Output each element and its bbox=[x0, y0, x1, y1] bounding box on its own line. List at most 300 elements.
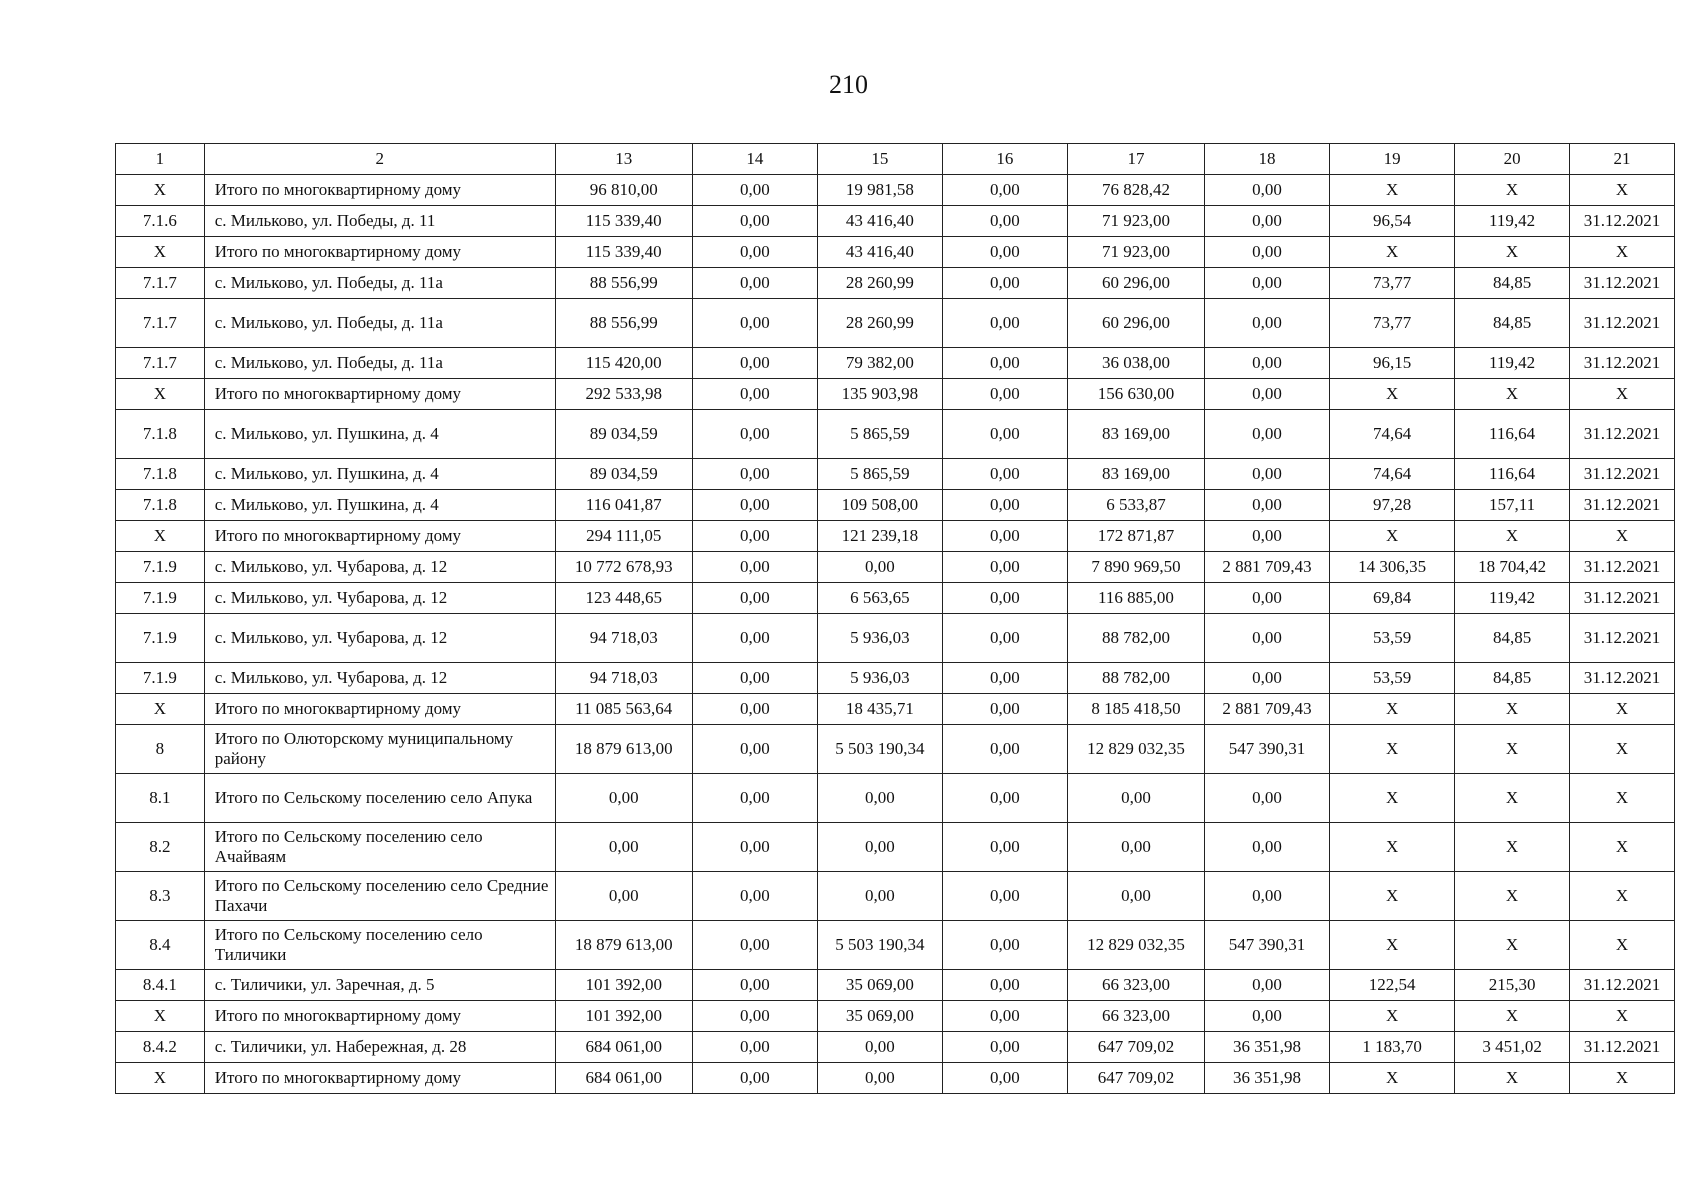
col-14-value: 0,00 bbox=[692, 268, 817, 299]
col-19-value: 73,77 bbox=[1330, 299, 1455, 348]
col-20-value: 84,85 bbox=[1455, 299, 1570, 348]
col-17-value: 647 709,02 bbox=[1067, 1032, 1204, 1063]
table-row bbox=[116, 552, 1675, 583]
row-address: Итого по Олюторскому муниципальному району bbox=[204, 725, 555, 774]
row-number: 7.1.9 bbox=[116, 552, 205, 583]
col-14-value: 0,00 bbox=[692, 299, 817, 348]
col-21-value: 31.12.2021 bbox=[1570, 206, 1675, 237]
col-13-value: 10 772 678,93 bbox=[555, 552, 692, 583]
col-19-value: X bbox=[1330, 1001, 1455, 1032]
col-17-value: 647 709,02 bbox=[1067, 1063, 1204, 1094]
col-20-value: 84,85 bbox=[1455, 268, 1570, 299]
col-16-value: 0,00 bbox=[942, 694, 1067, 725]
col-18-value: 547 390,31 bbox=[1205, 725, 1330, 774]
col-18-value: 0,00 bbox=[1205, 970, 1330, 1001]
col-13-value: 89 034,59 bbox=[555, 410, 692, 459]
col-17-value: 6 533,87 bbox=[1067, 490, 1204, 521]
col-18-value: 0,00 bbox=[1205, 348, 1330, 379]
row-number: 7.1.8 bbox=[116, 490, 205, 521]
col-16-value: 0,00 bbox=[942, 1032, 1067, 1063]
col-17-value: 7 890 969,50 bbox=[1067, 552, 1204, 583]
col-20-value: X bbox=[1455, 1001, 1570, 1032]
column-header: 18 bbox=[1205, 144, 1330, 175]
row-number: X bbox=[116, 694, 205, 725]
col-20-value: 116,64 bbox=[1455, 459, 1570, 490]
col-15-value: 5 865,59 bbox=[817, 410, 942, 459]
col-15-value: 19 981,58 bbox=[817, 175, 942, 206]
col-14-value: 0,00 bbox=[692, 1032, 817, 1063]
table-row bbox=[116, 237, 1675, 268]
col-16-value: 0,00 bbox=[942, 237, 1067, 268]
column-header: 15 bbox=[817, 144, 942, 175]
col-16-value: 0,00 bbox=[942, 774, 1067, 823]
col-17-value: 0,00 bbox=[1067, 823, 1204, 872]
row-address: с. Мильково, ул. Победы, д. 11а bbox=[204, 348, 555, 379]
col-16-value: 0,00 bbox=[942, 410, 1067, 459]
col-15-value: 109 508,00 bbox=[817, 490, 942, 521]
col-14-value: 0,00 bbox=[692, 521, 817, 552]
row-number: 7.1.6 bbox=[116, 206, 205, 237]
col-15-value: 0,00 bbox=[817, 823, 942, 872]
col-14-value: 0,00 bbox=[692, 872, 817, 921]
col-18-value: 0,00 bbox=[1205, 823, 1330, 872]
col-19-value: X bbox=[1330, 872, 1455, 921]
col-21-value: 31.12.2021 bbox=[1570, 268, 1675, 299]
col-14-value: 0,00 bbox=[692, 970, 817, 1001]
table-body bbox=[116, 175, 1675, 1094]
col-15-value: 43 416,40 bbox=[817, 206, 942, 237]
col-20-value: X bbox=[1455, 872, 1570, 921]
col-20-value: X bbox=[1455, 175, 1570, 206]
column-header: 14 bbox=[692, 144, 817, 175]
col-20-value: 215,30 bbox=[1455, 970, 1570, 1001]
col-17-value: 0,00 bbox=[1067, 872, 1204, 921]
col-20-value: X bbox=[1455, 725, 1570, 774]
col-13-value: 11 085 563,64 bbox=[555, 694, 692, 725]
table-row bbox=[116, 583, 1675, 614]
table-row bbox=[116, 1032, 1675, 1063]
col-13-value: 0,00 bbox=[555, 872, 692, 921]
col-13-value: 18 879 613,00 bbox=[555, 725, 692, 774]
col-16-value: 0,00 bbox=[942, 823, 1067, 872]
row-address: с. Мильково, ул. Пушкина, д. 4 bbox=[204, 490, 555, 521]
col-21-value: X bbox=[1570, 237, 1675, 268]
col-13-value: 101 392,00 bbox=[555, 970, 692, 1001]
table-row bbox=[116, 206, 1675, 237]
table-row bbox=[116, 521, 1675, 552]
row-address: с. Мильково, ул. Пушкина, д. 4 bbox=[204, 410, 555, 459]
row-address: Итого по многоквартирному дому bbox=[204, 379, 555, 410]
col-16-value: 0,00 bbox=[942, 206, 1067, 237]
row-number: 7.1.7 bbox=[116, 268, 205, 299]
row-number: 7.1.9 bbox=[116, 663, 205, 694]
col-21-value: X bbox=[1570, 774, 1675, 823]
col-16-value: 0,00 bbox=[942, 175, 1067, 206]
col-13-value: 684 061,00 bbox=[555, 1063, 692, 1094]
col-13-value: 94 718,03 bbox=[555, 614, 692, 663]
col-18-value: 0,00 bbox=[1205, 774, 1330, 823]
col-21-value: X bbox=[1570, 175, 1675, 206]
col-13-value: 88 556,99 bbox=[555, 268, 692, 299]
col-19-value: 73,77 bbox=[1330, 268, 1455, 299]
table-row bbox=[116, 694, 1675, 725]
col-14-value: 0,00 bbox=[692, 379, 817, 410]
col-15-value: 0,00 bbox=[817, 774, 942, 823]
col-13-value: 115 339,40 bbox=[555, 206, 692, 237]
col-21-value: X bbox=[1570, 521, 1675, 552]
col-18-value: 0,00 bbox=[1205, 614, 1330, 663]
page-number: 210 bbox=[829, 70, 868, 99]
col-14-value: 0,00 bbox=[692, 206, 817, 237]
table-row bbox=[116, 490, 1675, 521]
col-21-value: X bbox=[1570, 694, 1675, 725]
row-address: с. Мильково, ул. Победы, д. 11а bbox=[204, 268, 555, 299]
col-15-value: 28 260,99 bbox=[817, 268, 942, 299]
col-20-value: 84,85 bbox=[1455, 614, 1570, 663]
col-18-value: 0,00 bbox=[1205, 872, 1330, 921]
col-16-value: 0,00 bbox=[942, 921, 1067, 970]
col-21-value: X bbox=[1570, 872, 1675, 921]
col-14-value: 0,00 bbox=[692, 823, 817, 872]
row-address: с. Тиличики, ул. Заречная, д. 5 bbox=[204, 970, 555, 1001]
col-18-value: 0,00 bbox=[1205, 663, 1330, 694]
column-header: 2 bbox=[204, 144, 555, 175]
col-19-value: X bbox=[1330, 379, 1455, 410]
col-15-value: 35 069,00 bbox=[817, 970, 942, 1001]
row-address: с. Тиличики, ул. Набережная, д. 28 bbox=[204, 1032, 555, 1063]
col-18-value: 0,00 bbox=[1205, 459, 1330, 490]
col-16-value: 0,00 bbox=[942, 459, 1067, 490]
col-16-value: 0,00 bbox=[942, 379, 1067, 410]
col-21-value: 31.12.2021 bbox=[1570, 410, 1675, 459]
column-header: 19 bbox=[1330, 144, 1455, 175]
col-18-value: 0,00 bbox=[1205, 175, 1330, 206]
column-header: 16 bbox=[942, 144, 1067, 175]
col-15-value: 5 865,59 bbox=[817, 459, 942, 490]
col-17-value: 156 630,00 bbox=[1067, 379, 1204, 410]
col-19-value: X bbox=[1330, 1063, 1455, 1094]
row-address: с. Мильково, ул. Чубарова, д. 12 bbox=[204, 663, 555, 694]
row-address: Итого по многоквартирному дому bbox=[204, 1063, 555, 1094]
col-18-value: 36 351,98 bbox=[1205, 1063, 1330, 1094]
col-16-value: 0,00 bbox=[942, 552, 1067, 583]
col-20-value: X bbox=[1455, 774, 1570, 823]
col-19-value: X bbox=[1330, 725, 1455, 774]
row-address: Итого по многоквартирному дому bbox=[204, 694, 555, 725]
col-19-value: 53,59 bbox=[1330, 614, 1455, 663]
col-17-value: 60 296,00 bbox=[1067, 268, 1204, 299]
col-15-value: 135 903,98 bbox=[817, 379, 942, 410]
col-13-value: 89 034,59 bbox=[555, 459, 692, 490]
col-20-value: 116,64 bbox=[1455, 410, 1570, 459]
col-21-value: X bbox=[1570, 823, 1675, 872]
col-19-value: 97,28 bbox=[1330, 490, 1455, 521]
col-14-value: 0,00 bbox=[692, 175, 817, 206]
table-row bbox=[116, 823, 1675, 872]
col-13-value: 101 392,00 bbox=[555, 1001, 692, 1032]
col-17-value: 76 828,42 bbox=[1067, 175, 1204, 206]
col-19-value: 74,64 bbox=[1330, 410, 1455, 459]
col-13-value: 96 810,00 bbox=[555, 175, 692, 206]
row-address: с. Мильково, ул. Пушкина, д. 4 bbox=[204, 459, 555, 490]
col-14-value: 0,00 bbox=[692, 921, 817, 970]
col-19-value: X bbox=[1330, 237, 1455, 268]
column-header: 21 bbox=[1570, 144, 1675, 175]
col-17-value: 83 169,00 bbox=[1067, 459, 1204, 490]
table-row bbox=[116, 970, 1675, 1001]
col-16-value: 0,00 bbox=[942, 521, 1067, 552]
table-row bbox=[116, 268, 1675, 299]
col-20-value: 18 704,42 bbox=[1455, 552, 1570, 583]
row-address: с. Мильково, ул. Чубарова, д. 12 bbox=[204, 552, 555, 583]
col-14-value: 0,00 bbox=[692, 410, 817, 459]
col-16-value: 0,00 bbox=[942, 299, 1067, 348]
row-number: 7.1.7 bbox=[116, 348, 205, 379]
col-15-value: 121 239,18 bbox=[817, 521, 942, 552]
col-21-value: 31.12.2021 bbox=[1570, 459, 1675, 490]
col-16-value: 0,00 bbox=[942, 872, 1067, 921]
header-row bbox=[116, 144, 1675, 175]
col-19-value: 1 183,70 bbox=[1330, 1032, 1455, 1063]
table-row bbox=[116, 1001, 1675, 1032]
col-21-value: X bbox=[1570, 379, 1675, 410]
row-number: 8.1 bbox=[116, 774, 205, 823]
col-17-value: 88 782,00 bbox=[1067, 614, 1204, 663]
row-number: 8.3 bbox=[116, 872, 205, 921]
col-14-value: 0,00 bbox=[692, 725, 817, 774]
col-18-value: 0,00 bbox=[1205, 206, 1330, 237]
row-number: 7.1.8 bbox=[116, 410, 205, 459]
row-number: 7.1.9 bbox=[116, 614, 205, 663]
row-number: 8.2 bbox=[116, 823, 205, 872]
col-20-value: 157,11 bbox=[1455, 490, 1570, 521]
col-14-value: 0,00 bbox=[692, 583, 817, 614]
col-15-value: 5 936,03 bbox=[817, 663, 942, 694]
row-number: X bbox=[116, 1063, 205, 1094]
column-header: 17 bbox=[1067, 144, 1204, 175]
col-20-value: 3 451,02 bbox=[1455, 1032, 1570, 1063]
table-row bbox=[116, 175, 1675, 206]
table-row bbox=[116, 774, 1675, 823]
column-header: 20 bbox=[1455, 144, 1570, 175]
row-number: 8.4.2 bbox=[116, 1032, 205, 1063]
table-row bbox=[116, 725, 1675, 774]
col-13-value: 292 533,98 bbox=[555, 379, 692, 410]
row-address: Итого по Сельскому поселению село Тиличики bbox=[204, 921, 555, 970]
table-row bbox=[116, 459, 1675, 490]
col-18-value: 2 881 709,43 bbox=[1205, 552, 1330, 583]
col-20-value: 119,42 bbox=[1455, 206, 1570, 237]
col-15-value: 0,00 bbox=[817, 1063, 942, 1094]
col-19-value: X bbox=[1330, 175, 1455, 206]
col-16-value: 0,00 bbox=[942, 490, 1067, 521]
data-table bbox=[115, 143, 1675, 1094]
column-header: 1 bbox=[116, 144, 205, 175]
col-21-value: X bbox=[1570, 1001, 1675, 1032]
row-address: Итого по многоквартирному дому bbox=[204, 237, 555, 268]
col-13-value: 123 448,65 bbox=[555, 583, 692, 614]
table-row bbox=[116, 872, 1675, 921]
row-address: Итого по Сельскому поселению село Апука bbox=[204, 774, 555, 823]
col-15-value: 18 435,71 bbox=[817, 694, 942, 725]
col-14-value: 0,00 bbox=[692, 694, 817, 725]
col-20-value: X bbox=[1455, 379, 1570, 410]
row-address: Итого по Сельскому поселению село Средние Пахачи bbox=[204, 872, 555, 921]
col-15-value: 5 503 190,34 bbox=[817, 921, 942, 970]
row-address: с. Мильково, ул. Победы, д. 11 bbox=[204, 206, 555, 237]
col-14-value: 0,00 bbox=[692, 459, 817, 490]
col-17-value: 83 169,00 bbox=[1067, 410, 1204, 459]
col-16-value: 0,00 bbox=[942, 583, 1067, 614]
col-15-value: 79 382,00 bbox=[817, 348, 942, 379]
col-16-value: 0,00 bbox=[942, 663, 1067, 694]
col-16-value: 0,00 bbox=[942, 1001, 1067, 1032]
col-18-value: 0,00 bbox=[1205, 237, 1330, 268]
col-21-value: X bbox=[1570, 725, 1675, 774]
col-19-value: 122,54 bbox=[1330, 970, 1455, 1001]
col-16-value: 0,00 bbox=[942, 348, 1067, 379]
col-20-value: X bbox=[1455, 1063, 1570, 1094]
col-21-value: X bbox=[1570, 921, 1675, 970]
col-19-value: 74,64 bbox=[1330, 459, 1455, 490]
row-address: с. Мильково, ул. Чубарова, д. 12 bbox=[204, 614, 555, 663]
col-15-value: 43 416,40 bbox=[817, 237, 942, 268]
col-13-value: 94 718,03 bbox=[555, 663, 692, 694]
col-21-value: 31.12.2021 bbox=[1570, 552, 1675, 583]
col-18-value: 0,00 bbox=[1205, 1001, 1330, 1032]
col-14-value: 0,00 bbox=[692, 663, 817, 694]
row-address: Итого по многоквартирному дому bbox=[204, 1001, 555, 1032]
row-address: Итого по Сельскому поселению село Ачайваям bbox=[204, 823, 555, 872]
col-21-value: X bbox=[1570, 1063, 1675, 1094]
col-15-value: 0,00 bbox=[817, 552, 942, 583]
col-18-value: 0,00 bbox=[1205, 583, 1330, 614]
col-17-value: 71 923,00 bbox=[1067, 206, 1204, 237]
col-13-value: 294 111,05 bbox=[555, 521, 692, 552]
col-15-value: 35 069,00 bbox=[817, 1001, 942, 1032]
col-13-value: 88 556,99 bbox=[555, 299, 692, 348]
table-row bbox=[116, 663, 1675, 694]
row-number: X bbox=[116, 1001, 205, 1032]
col-17-value: 116 885,00 bbox=[1067, 583, 1204, 614]
table-row bbox=[116, 1063, 1675, 1094]
col-15-value: 5 936,03 bbox=[817, 614, 942, 663]
col-14-value: 0,00 bbox=[692, 490, 817, 521]
col-14-value: 0,00 bbox=[692, 1001, 817, 1032]
col-19-value: 53,59 bbox=[1330, 663, 1455, 694]
col-21-value: 31.12.2021 bbox=[1570, 490, 1675, 521]
col-17-value: 36 038,00 bbox=[1067, 348, 1204, 379]
col-20-value: 84,85 bbox=[1455, 663, 1570, 694]
col-20-value: X bbox=[1455, 823, 1570, 872]
col-17-value: 66 323,00 bbox=[1067, 1001, 1204, 1032]
col-18-value: 0,00 bbox=[1205, 268, 1330, 299]
column-header: 13 bbox=[555, 144, 692, 175]
col-14-value: 0,00 bbox=[692, 614, 817, 663]
row-number: X bbox=[116, 521, 205, 552]
col-19-value: X bbox=[1330, 921, 1455, 970]
col-13-value: 116 041,87 bbox=[555, 490, 692, 521]
col-17-value: 8 185 418,50 bbox=[1067, 694, 1204, 725]
col-15-value: 5 503 190,34 bbox=[817, 725, 942, 774]
row-address: Итого по многоквартирному дому bbox=[204, 521, 555, 552]
col-14-value: 0,00 bbox=[692, 774, 817, 823]
col-19-value: X bbox=[1330, 694, 1455, 725]
col-13-value: 0,00 bbox=[555, 823, 692, 872]
col-17-value: 71 923,00 bbox=[1067, 237, 1204, 268]
col-14-value: 0,00 bbox=[692, 348, 817, 379]
col-17-value: 12 829 032,35 bbox=[1067, 921, 1204, 970]
col-19-value: 96,54 bbox=[1330, 206, 1455, 237]
row-address: Итого по многоквартирному дому bbox=[204, 175, 555, 206]
col-15-value: 0,00 bbox=[817, 872, 942, 921]
col-19-value: 69,84 bbox=[1330, 583, 1455, 614]
row-number: 8.4 bbox=[116, 921, 205, 970]
row-address: с. Мильково, ул. Победы, д. 11а bbox=[204, 299, 555, 348]
col-20-value: X bbox=[1455, 237, 1570, 268]
col-21-value: 31.12.2021 bbox=[1570, 299, 1675, 348]
row-number: 7.1.7 bbox=[116, 299, 205, 348]
table-row bbox=[116, 348, 1675, 379]
col-17-value: 60 296,00 bbox=[1067, 299, 1204, 348]
row-number: 8.4.1 bbox=[116, 970, 205, 1001]
col-18-value: 547 390,31 bbox=[1205, 921, 1330, 970]
col-15-value: 28 260,99 bbox=[817, 299, 942, 348]
col-21-value: 31.12.2021 bbox=[1570, 583, 1675, 614]
col-16-value: 0,00 bbox=[942, 614, 1067, 663]
col-14-value: 0,00 bbox=[692, 1063, 817, 1094]
col-18-value: 2 881 709,43 bbox=[1205, 694, 1330, 725]
col-19-value: 96,15 bbox=[1330, 348, 1455, 379]
col-21-value: 31.12.2021 bbox=[1570, 1032, 1675, 1063]
col-21-value: 31.12.2021 bbox=[1570, 348, 1675, 379]
col-13-value: 115 339,40 bbox=[555, 237, 692, 268]
table-row bbox=[116, 614, 1675, 663]
col-19-value: 14 306,35 bbox=[1330, 552, 1455, 583]
col-17-value: 172 871,87 bbox=[1067, 521, 1204, 552]
col-14-value: 0,00 bbox=[692, 552, 817, 583]
row-number: 7.1.9 bbox=[116, 583, 205, 614]
col-19-value: X bbox=[1330, 521, 1455, 552]
col-18-value: 0,00 bbox=[1205, 299, 1330, 348]
col-18-value: 0,00 bbox=[1205, 490, 1330, 521]
col-15-value: 6 563,65 bbox=[817, 583, 942, 614]
col-17-value: 12 829 032,35 bbox=[1067, 725, 1204, 774]
col-17-value: 0,00 bbox=[1067, 774, 1204, 823]
col-13-value: 0,00 bbox=[555, 774, 692, 823]
col-16-value: 0,00 bbox=[942, 970, 1067, 1001]
col-13-value: 18 879 613,00 bbox=[555, 921, 692, 970]
table-row bbox=[116, 921, 1675, 970]
col-14-value: 0,00 bbox=[692, 237, 817, 268]
row-number: 7.1.8 bbox=[116, 459, 205, 490]
col-20-value: 119,42 bbox=[1455, 583, 1570, 614]
col-21-value: 31.12.2021 bbox=[1570, 970, 1675, 1001]
col-16-value: 0,00 bbox=[942, 268, 1067, 299]
col-13-value: 115 420,00 bbox=[555, 348, 692, 379]
col-18-value: 0,00 bbox=[1205, 521, 1330, 552]
col-17-value: 66 323,00 bbox=[1067, 970, 1204, 1001]
row-number: X bbox=[116, 175, 205, 206]
col-19-value: X bbox=[1330, 774, 1455, 823]
col-13-value: 684 061,00 bbox=[555, 1032, 692, 1063]
row-number: 8 bbox=[116, 725, 205, 774]
row-address: с. Мильково, ул. Чубарова, д. 12 bbox=[204, 583, 555, 614]
row-number: X bbox=[116, 379, 205, 410]
table-row bbox=[116, 410, 1675, 459]
col-16-value: 0,00 bbox=[942, 725, 1067, 774]
table-row bbox=[116, 379, 1675, 410]
